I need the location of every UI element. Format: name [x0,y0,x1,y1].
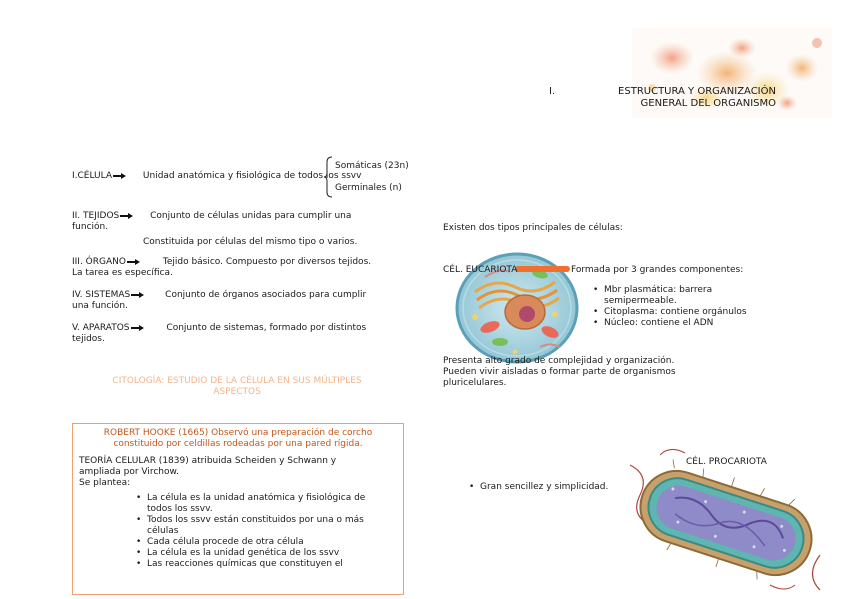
celula-label: I.CÉLULA [72,171,113,181]
list-item: • Todos los ssvv están constituidos por una o más células [147,515,403,537]
page-title [576,86,776,110]
right-arrow-icon [127,258,140,265]
tejidos-row [72,211,351,222]
teoria-points [133,493,403,570]
plantea-label: Se plantea: [79,478,131,488]
celula-branch-germinales: Germinales (n) [335,183,402,193]
page-title-line1: ESTRUCTURA Y ORGANIZACIÓN [618,86,776,97]
tejidos-desc: Conjunto de células unidas para cumplir una [150,211,352,221]
teoria-text [79,456,403,489]
celula-desc: Unidad anatómica y fisiológica de todos los ssvv [142,171,362,181]
eukaryote-para-line2: Pueden vivir aisladas o formar parte de organismos [443,367,676,377]
teoria-line2: ampliada por Virchow. [79,467,179,477]
citologia-line1: CITOLOGÍA: ESTUDIO DE LA CÉLULA EN SUS MÚLTIPLES [112,376,362,386]
page-title-line2: GENERAL DEL ORGANISMO [640,98,776,109]
sistemas-row [72,290,366,301]
list-item: • Citoplasma: contiene orgánulos [604,307,747,318]
eukaryote-desc: Formada por 3 grandes componentes: [571,265,744,275]
hooke-line1: ROBERT HOOKE (1665) Observó una preparación de corcho [103,428,373,438]
citologia-line2: ASPECTOS [213,387,261,397]
hooke-box [72,423,404,595]
tejidos-desc-cont: función. [72,222,109,232]
celula-row [72,171,361,182]
aparatos-label: V. APARATOS [72,323,130,333]
eukaryote-para-line1: Presenta alto grado de complejidad y organización. [443,356,675,366]
aparatos-desc: Conjunto de sistemas, formado por distintos [166,323,367,333]
cell-types-intro: Existen dos tipos principales de células: [443,223,623,233]
tejidos-desc-extra: Constituida por células del mismo tipo o varios. [143,237,358,247]
list-item: • La célula es la unidad anatómica y fisiológica de todos los ssvv. [147,493,403,515]
sistemas-desc-cont: una función. [72,301,128,311]
hooke-line2: constituido por celdillas rodeadas por una pared rígida. [113,439,363,449]
prokaryote-label: CÉL. PROCARIOTA [686,457,767,467]
list-item: • Las reacciones químicas que constituyen el [147,559,403,570]
sistemas-desc: Conjunto de órganos asociados para cumplir [165,290,367,300]
citologia-heading [72,376,402,398]
organo-row [72,257,371,268]
prokaryote-features [466,482,608,493]
list-item: • Gran sencillez y simplicidad. [480,482,608,493]
celula-branch-somaticas: Somáticas (23n) [335,161,409,171]
list-item: • Mbr plasmática: barrera semipermeable. [604,285,747,307]
list-item: • La célula es la unidad genética de los ssvv [147,548,403,559]
right-arrow-icon [131,324,144,331]
section-number: I. [549,86,556,97]
organo-label: III. ÓRGANO [72,257,126,267]
right-arrow-icon [120,212,133,219]
aparatos-desc-cont: tejidos. [72,334,105,344]
eukaryote-paragraph [443,356,676,389]
right-arrow-icon [131,291,144,298]
tejidos-label: II. TEJIDOS [72,211,120,221]
list-item: • Núcleo: contiene el ADN [604,318,747,329]
brace-icon [323,156,333,198]
eukaryote-components [590,285,747,329]
hooke-text [73,428,403,450]
list-item: • Cada célula procede de otra célula [147,537,403,548]
organo-desc: Tejido básico. Compuesto por diversos tejidos. [162,257,372,267]
eukaryote-para-line3: pluricelulares. [443,378,507,388]
teoria-line1: TEORÍA CELULAR (1839) atribuida Scheiden y Schwann y [79,456,337,466]
aparatos-row [72,323,366,334]
organo-desc-cont: La tarea es específica. [72,268,173,278]
right-arrow-icon [113,172,126,179]
sistemas-label: IV. SISTEMAS [72,290,131,300]
eukaryote-label: CÉL. EUCARIOTA [443,265,518,275]
